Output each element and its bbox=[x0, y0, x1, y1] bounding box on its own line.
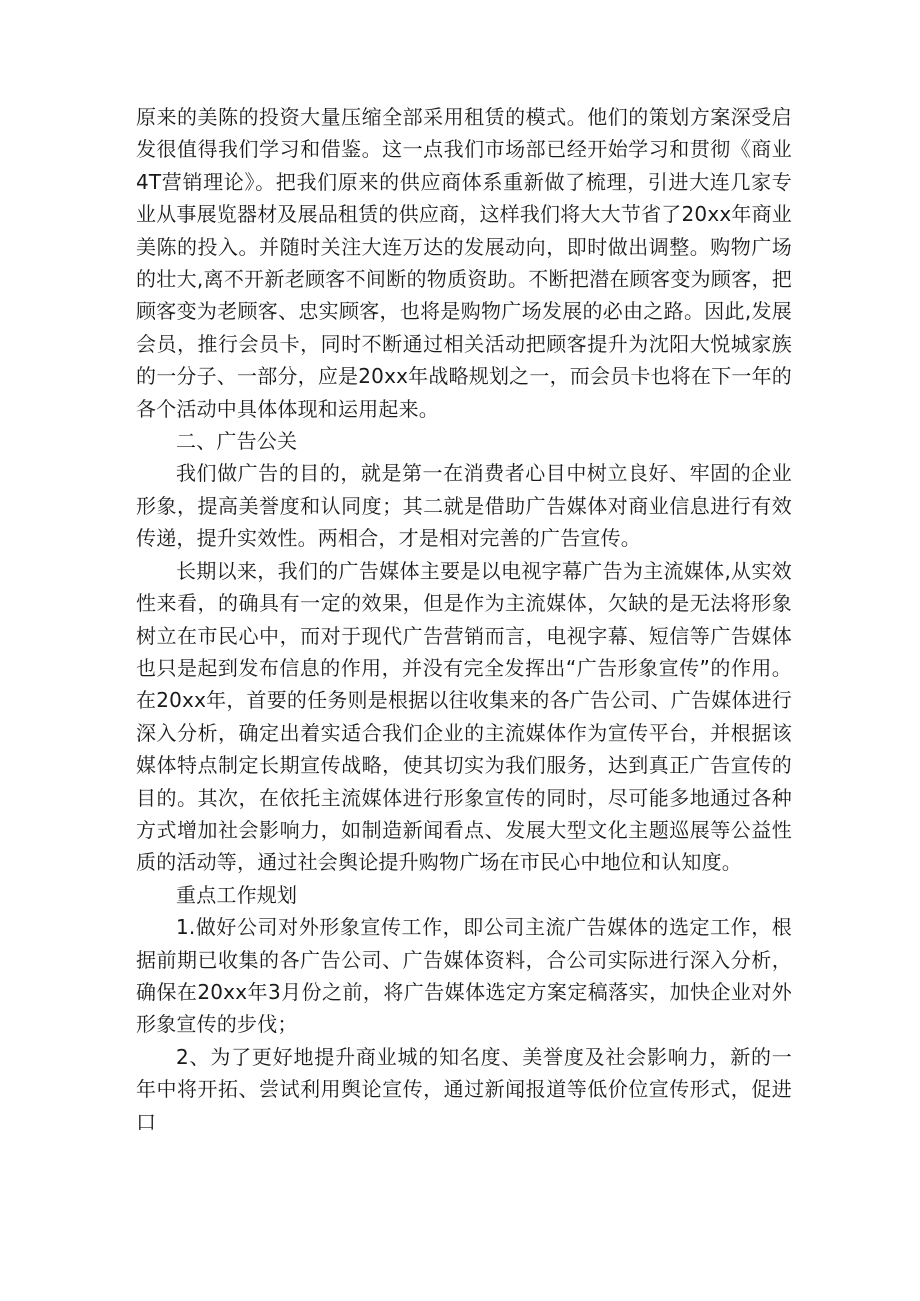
paragraph-plan-item-2: 2、为了更好地提升商业城的知名度、美誉度及社会影响力，新的一年中将开拓、尝试利用舆论宣传，通过新闻报道等低价位宣传形式，促进口 bbox=[136, 1044, 792, 1134]
section-heading-key-work-plan: 重点工作规划 bbox=[176, 882, 298, 907]
section-heading-advertising-pr: 二、广告公关 bbox=[176, 429, 298, 454]
paragraph-memorial-budget: 原来的美陈的投资大量压缩全部采用租赁的模式。他们的策划方案深受启发很值得我们学习和借鉴。这一点我们市场部已经开始学习和贯彻《商业4T营销理论》。把我们原来的供应商体系重新做了梳理，引进大连几家专业从事展览器材及展品租赁的供应商，这样我们将大大节省了20xx年商业美陈的投入。并随时关注大连万达的发展动向，即时做出调整。购物广场的壮大,离不开新老顾客不间断的物质资助。不断把潜在顾客变为顾客，把顾客变为老顾客、忠实顾客，也将是购物广场发展的必由之路。因此,发展会员，推行会员卡，同时不断通过相关活动把顾客提升为沈阳大悦城家族的一分子、一部分，应是20xx年战略规划之一，而会员卡也将在下一年的各个活动中具体体现和运用起来。 bbox=[136, 105, 792, 421]
document-body bbox=[136, 101, 792, 1138]
paragraph-advertising-purpose: 我们做广告的目的，就是第一在消费者心目中树立良好、牢固的企业形象，提高美誉度和认同度；其二就是借助广告媒体对商业信息进行有效传递，提升实效性。两相合，才是相对完善的广告宣传。 bbox=[136, 461, 792, 551]
paragraph-media-strategy: 长期以来，我们的广告媒体主要是以电视字幕广告为主流媒体,从实效性来看，的确具有一定的效果，但是作为主流媒体，欠缺的是无法将形象树立在市民心中，而对于现代广告营销而言，电视字幕、短信等广告媒体也只是起到发布信息的作用，并没有完全发挥出“广告形象宣传”的作用。在20xx年，首要的任务则是根据以往收集来的各广告公司、广告媒体进行深入分析，确定出着实适合我们企业的主流媒体作为宣传平台，并根据该媒体特点制定长期宣传战略，使其切实为我们服务，达到真正广告宣传的目的。其次，在依托主流媒体进行形象宣传的同时，尽可能多地通过各种方式增加社会影响力，如制造新闻看点、发展大型文化主题巡展等公益性质的活动等，通过社会舆论提升购物广场在市民心中地位和认知度。 bbox=[136, 558, 792, 875]
paragraph-plan-item-1: 1.做好公司对外形象宣传工作，即公司主流广告媒体的选定工作，根据前期已收集的各广告公司、广告媒体资料，合公司实际进行深入分析，确保在20xx年3月份之前，将广告媒体选定方案定稿落实，加快企业对外形象宣传的步伐； bbox=[136, 915, 792, 1037]
